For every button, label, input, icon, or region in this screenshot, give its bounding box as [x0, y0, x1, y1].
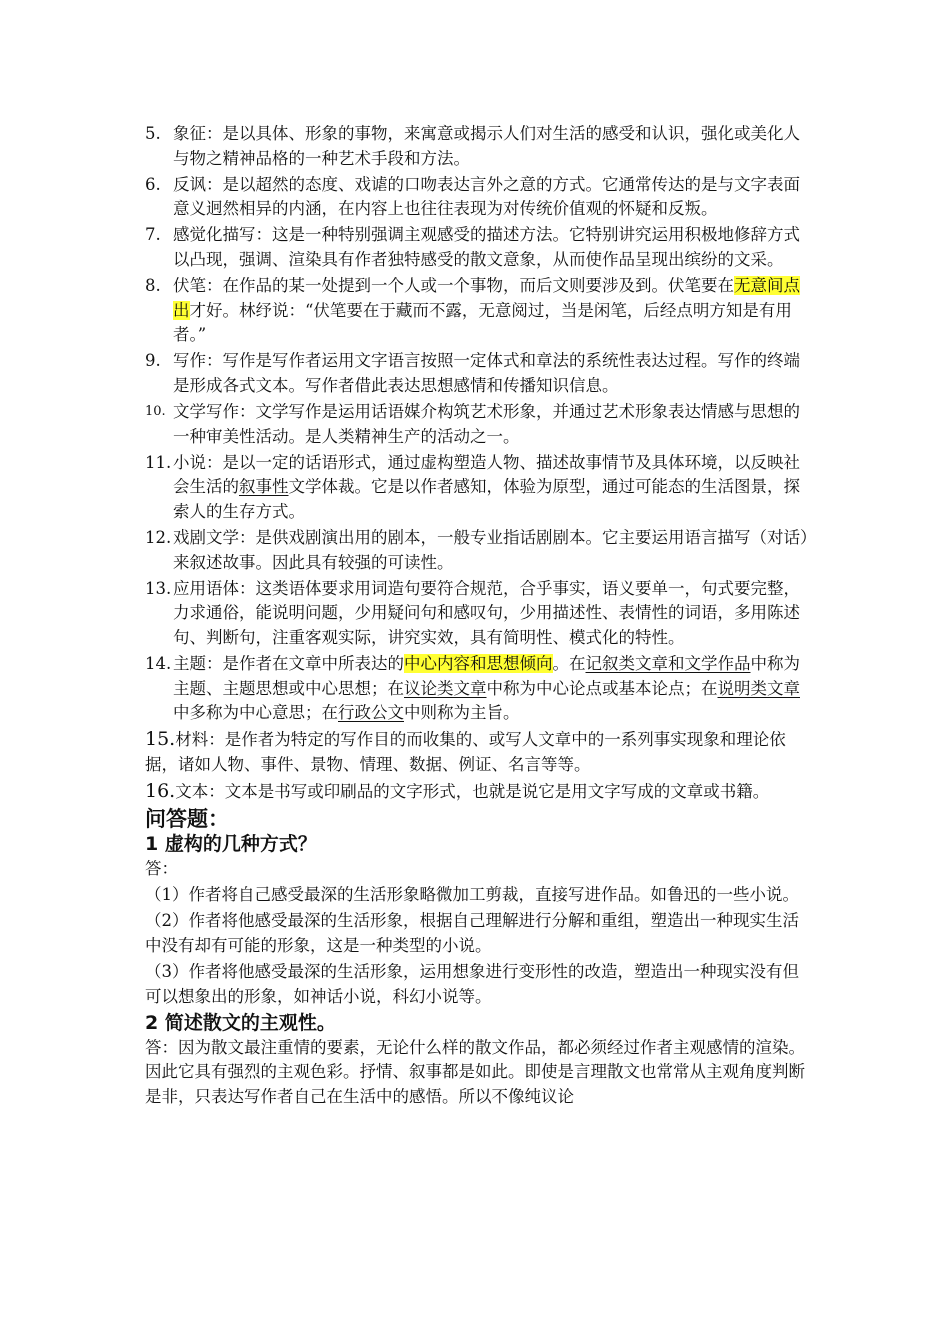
underlined-text: 叙事性: [239, 477, 289, 497]
section-title: 问答题：: [145, 807, 229, 832]
term-number: 14.: [145, 653, 172, 673]
highlighted-text: 中心内容和思想倾向: [404, 653, 553, 673]
highlighted-text: 无意间点出: [173, 276, 800, 320]
term-item: [145, 727, 810, 777]
term-number: 15.: [145, 728, 176, 751]
term-text-segment: 感觉化描写：这是一种特别强调主观感受的描述方法。它特别讲究运用积极地修辞方式以凸现，强调、渲染具有作者独特感受的散文意象，从而使作品呈现出缤纷的文采。: [173, 225, 800, 269]
term-number: 9.: [145, 351, 161, 371]
term-item: [145, 577, 810, 651]
term-list: [145, 122, 810, 726]
term-number: 8.: [145, 276, 161, 296]
question-1-answer-para-2: （2）作者将他感受最深的生活形象，根据自己理解进行分解和重组，塑造出一种现实生活中没有却有可能的形象，这是一种类型的小说。: [145, 911, 799, 955]
term-item: [145, 223, 810, 272]
underlined-text: 议论类文章: [404, 678, 487, 698]
question-1-title: 1 虚构的几种方式？: [145, 833, 317, 856]
term-text-segment: 文学写作：文学写作是运用话语媒介构筑艺术形象，并通过艺术形象表达情感与思想的一种审美性活动。是人类精神生产的活动之一。: [173, 402, 800, 446]
term-text-segment: 中称为中心论点或基本论点；在: [486, 678, 718, 698]
term-text: [173, 175, 800, 219]
underlined-text: 行政公文: [338, 703, 404, 723]
term-text: 材料：是作者为特定的写作目的而收集的、或写人文章中的一系列事实现象和理论依据，诸如人物、事件、景物、情理、数据、例证、名言等等。: [145, 730, 786, 774]
question-1-answer-para-3: （3）作者将他感受最深的生活形象，运用想象进行变形性的改造，塑造出一种现实没有但可以想象出的形象，如神话小说，科幻小说等。: [145, 961, 799, 1006]
term-number: 5.: [145, 124, 161, 143]
term-text-segment: 写作：写作是写作者运用文字语言按照一定体式和章法的系统性表达过程。写作的终端是形成各式文本。写作者借此表达思想感情和传播知识信息。: [173, 351, 800, 395]
question-1-answer-label: 答：: [145, 859, 178, 879]
term-text: [173, 124, 800, 168]
underlined-text: 说明类文章: [717, 678, 800, 698]
underlined-text: 记叙类文章和文学作品: [585, 653, 751, 673]
term-text: [173, 579, 800, 647]
term-number: 10.: [145, 404, 166, 420]
question-1-answer-para-1: （1）作者将自己感受最深的生活形象略微加工剪裁，直接写进作品。如鲁迅的一些小说。: [145, 885, 799, 905]
term-item: [145, 400, 810, 449]
term-text: [173, 276, 800, 344]
term-number: 13.: [145, 578, 172, 598]
term-number: 11.: [145, 452, 172, 472]
term-text: [173, 453, 800, 521]
document-content: [145, 122, 810, 1111]
term-item: [145, 122, 810, 171]
term-item: [145, 274, 810, 348]
term-number: 12.: [145, 528, 172, 547]
term-text: [173, 351, 800, 395]
term-item: [145, 451, 810, 525]
term-text-segment: 戏剧文学：是供戏剧演出用的剧本，一般专业指话剧剧本。它主要运用语言描写（对话）来叙述故事。因此具有较强的可读性。: [173, 528, 809, 572]
question-2-title: 2 简述散文的主观性。: [145, 1011, 336, 1034]
question-2-answer: 答：因为散文最注重情的要素，无论什么样的散文作品，都必须经过作者主观感情的渲染。因此它具有强烈的主观色彩。抒情、叙事都是如此。即使是言理散文也常常从主观角度判断是非，只表达写作者自己在生活中的感悟。所以不像纯议论: [145, 1037, 805, 1106]
term-item: [145, 173, 810, 222]
term-item: [145, 652, 810, 726]
term-text-segment: 伏笔：在作品的某一处提到一个人或一个事物，而后文则要涉及到。伏笔要在: [173, 276, 734, 296]
term-text: 文本：文本是书写或印刷品的文字形式，也就是说它是用文字写成的文章或书籍。: [175, 781, 770, 801]
term-text-segment: 文学体裁。它是以作者感知，体验为原型，通过可能态的生活图景，探索人的生存方式。: [173, 477, 800, 521]
term-text: [173, 225, 800, 269]
term-text-segment: 中称为主题、主题思想或中心思想；在: [173, 653, 800, 698]
term-text: [173, 528, 808, 572]
term-number: 16.: [145, 779, 176, 802]
term-text: [173, 402, 800, 446]
term-text-segment: 。在: [552, 653, 586, 673]
term-item: [145, 526, 810, 575]
term-item: [145, 779, 810, 805]
term-text-segment: 小说：是以一定的话语形式，通过虚构塑造人物、描述故事情节及具体环境，以反映社会生活的: [173, 452, 800, 497]
term-text-segment: 象征：是以具体、形象的事物，来寓意或揭示人们对生活的感受和认识，强化或美化人与物之精神品格的一种艺术手段和方法。: [173, 124, 800, 168]
term-text-segment: 中多称为中心意思；在: [173, 703, 338, 723]
term-text: [173, 654, 800, 722]
term-text-segment: 应用语体：这类语体要求用词造句要符合规范，合乎事实，语义要单一，句式要完整，力求通俗，能说明问题，少用疑问句和感叹句，少用描述性、表情性的词语，多用陈述句、判断句，注重客观实际，讲究实效，具有简明性、模式化的特性。: [173, 578, 800, 647]
term-text-segment: 才好。林纾说：“伏笔要在于藏而不露，无意阅过，当是闲笔，后经点明方知是有用者。”: [173, 300, 792, 345]
term-text-segment: 主题：是作者在文章中所表达的: [173, 653, 404, 673]
term-item: [145, 349, 810, 398]
term-number: 7.: [145, 225, 161, 245]
inline-term-list: [145, 727, 810, 804]
term-text-segment: 反讽：是以超然的态度、戏谑的口吻表达言外之意的方式。它通常传达的是与文字表面意义迥然相异的内涵，在内容上也往往表现为对传统价值观的怀疑和反叛。: [173, 174, 800, 219]
term-text-segment: 中则称为主旨。: [404, 703, 520, 723]
term-number: 6.: [145, 174, 161, 194]
